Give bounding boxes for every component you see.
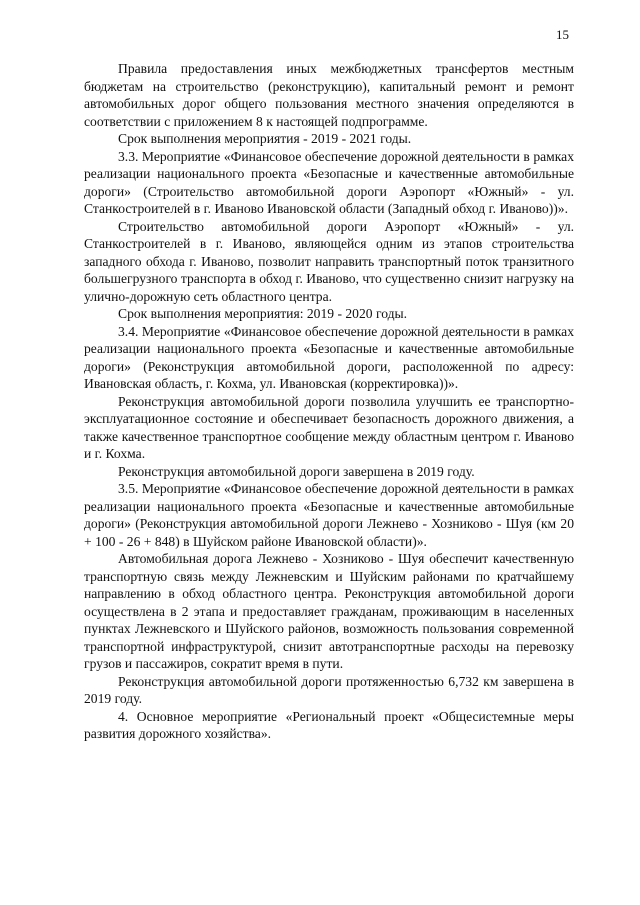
paragraph-measure-3-4: 3.4. Мероприятие «Финансовое обеспечение дорожной деятельности в рамках реализации национального проекта «Безопасные и качественные автомобильные дороги» (Реконструкция автомобильной дороги, расположенной по адресу: Ивановская область, г. Кохма, ул. Ивановская (корректировка))». bbox=[84, 323, 574, 391]
paragraph-lezhnevo-road-description: Автомобильная дорога Лежнево - Хозниково - Шуя обеспечит качественную транспортную связь между Лежневским и Шуйским районами по кратчайшему направлению в обход областного центра. Реконструкция автомобильной дороги осуществлена в 2 этапа и предоставляет гражданам, проживающим в населенных пунктах Лежневского и Шуйского районов, возможность пользования современной транспортной инфраструктурой, снизит автотранспортные расходы на перевозку грузов и пассажиров, сократит время в пути. bbox=[84, 551, 574, 671]
document-body bbox=[84, 60, 574, 743]
paragraph-deadline-2019-2021: Срок выполнения мероприятия - 2019 - 2021 годы. bbox=[118, 131, 412, 146]
paragraph-airport-road-description: Строительство автомобильной дороги Аэропорт «Южный» - ул. Станкостроителей в г. Иваново, являющейся одним из этапов строительства западного обхода г. Иваново, позволит направить транспортный поток транзитного большегрузного транспорта в обход г. Иваново, что существенно снизит нагрузку на улично-дорожную сеть областного центра. bbox=[84, 218, 574, 304]
page-number: 15 bbox=[556, 27, 569, 42]
paragraph-main-measure-4: 4. Основное мероприятие «Региональный проект «Общесистемные меры развития дорожного хозяйства». bbox=[84, 708, 574, 741]
paragraph-lezhnevo-completed: Реконструкция автомобильной дороги протяженностью 6,732 км завершена в 2019 году. bbox=[84, 673, 574, 706]
paragraph-measure-3-3: 3.3. Мероприятие «Финансовое обеспечение дорожной деятельности в рамках реализации национального проекта «Безопасные и качественные автомобильные дороги» (Строительство автомобильной дороги Аэропорт «Южный» - ул. Станкостроителей в г. Иваново Ивановской области (Западный обход г. Иваново))». bbox=[84, 148, 574, 216]
paragraph-kokhma-road-description: Реконструкция автомобильной дороги позволила улучшить ее транспортно-эксплуатационное состояние и обеспечивает безопасность дорожного движения, а также качественное транспортное сообщение между областным центром г. Иваново и г. Кохма. bbox=[84, 393, 574, 461]
paragraph-deadline-2019-2020: Срок выполнения мероприятия: 2019 - 2020 годы. bbox=[118, 306, 408, 321]
paragraph-measure-3-5: 3.5. Мероприятие «Финансовое обеспечение дорожной деятельности в рамках реализации национального проекта «Безопасные и качественные автомобильные дороги» (Реконструкция автомобильной дороги Лежнево - Хозниково - Шуя (км 20 + 100 - 26 + 848) в Шуйском районе Ивановской области)». bbox=[84, 481, 574, 549]
paragraph-kokhma-completed: Реконструкция автомобильной дороги завершена в 2019 году. bbox=[118, 463, 475, 479]
paragraph-transfer-rules: Правила предоставления иных межбюджетных трансфертов местным бюджетам на строительство (реконструкцию), капитальный ремонт и ремонт автомобильных дорог общего пользования местного значения определяются в соответствии с приложением 8 к настоящей подпрограмме. bbox=[84, 61, 574, 129]
